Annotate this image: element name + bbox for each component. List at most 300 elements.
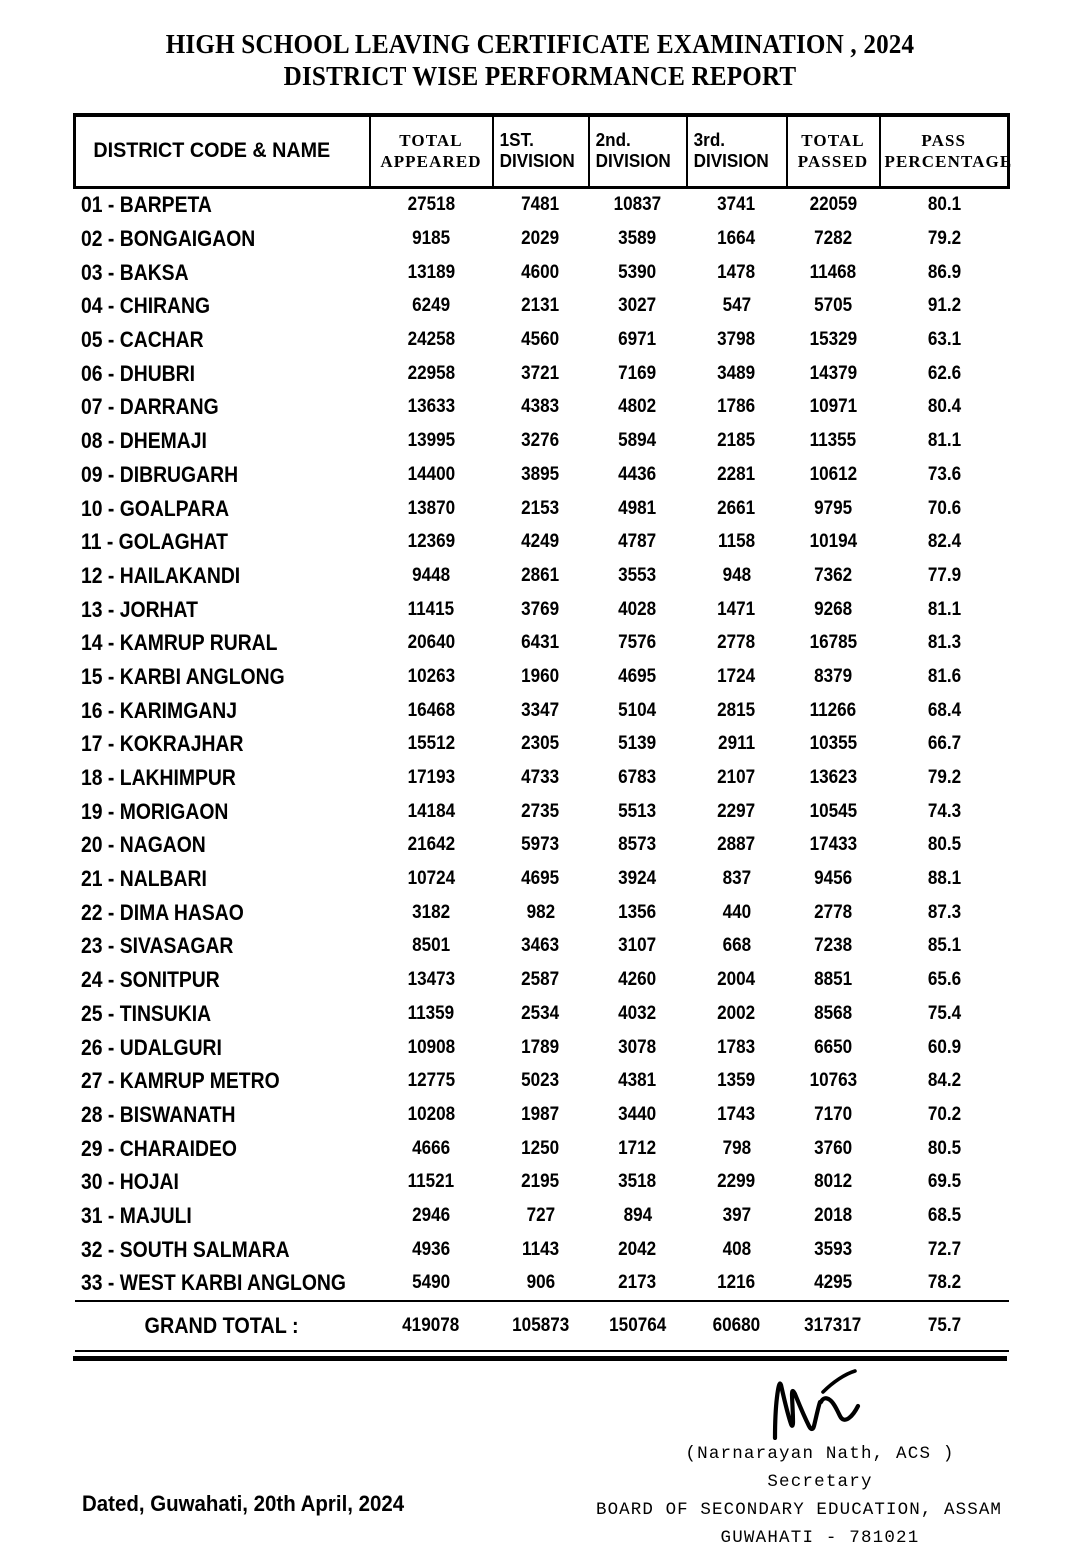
cell-second-division: 3440 — [618, 1103, 657, 1125]
cell-total-appeared: 11415 — [407, 598, 455, 620]
cell-second-division: 3589 — [618, 228, 657, 250]
column-header-district: DISTRICT CODE & NAME — [75, 115, 352, 187]
column-header-second-division-line2: DIVISION — [595, 151, 671, 172]
table-row — [75, 1233, 1009, 1267]
column-header-total-passed-line2: PASSED — [797, 152, 869, 172]
cell-pass-percentage: 80.5 — [927, 834, 961, 856]
cell-total-passed: 15329 — [809, 329, 857, 351]
cell-total-appeared: 13189 — [407, 261, 455, 283]
cell-total-passed: 10612 — [809, 463, 857, 485]
table-row — [75, 694, 1009, 728]
cell-third-division: 2297 — [717, 800, 756, 822]
cell-total-appeared: 3182 — [411, 901, 451, 923]
cell-third-division: 1478 — [717, 261, 756, 283]
cell-district-name: 09 - DIBRUGARH — [80, 461, 238, 487]
cell-first-division: 3347 — [521, 699, 560, 721]
cell-total-appeared: 12369 — [407, 531, 455, 553]
cell-district-name: 04 - CHIRANG — [80, 293, 210, 319]
signature-block — [595, 1368, 1040, 1552]
cell-third-division: 2887 — [717, 834, 756, 856]
cell-second-division: 7169 — [618, 362, 657, 384]
cell-district-name: 15 - KARBI ANGLONG — [80, 663, 285, 689]
cell-first-division: 3276 — [521, 430, 560, 452]
cell-district-name: 03 - BAKSA — [80, 259, 189, 285]
table-row — [75, 458, 1009, 492]
cell-pass-percentage: 81.6 — [927, 665, 961, 687]
cell-first-division: 5023 — [521, 1070, 560, 1092]
cell-pass-percentage: 78.2 — [927, 1272, 961, 1294]
cell-first-division: 2195 — [521, 1171, 560, 1193]
table-header — [75, 115, 1013, 187]
cell-second-division: 3518 — [618, 1171, 657, 1193]
cell-total-appeared: 10263 — [407, 665, 455, 687]
cell-total-appeared: 22958 — [407, 362, 455, 384]
cell-second-division: 7576 — [618, 632, 657, 654]
grand-total-passed: 317317 — [787, 1301, 880, 1351]
column-header-first-division — [493, 115, 584, 187]
table-row — [75, 290, 1009, 324]
cell-second-division: 2173 — [618, 1272, 657, 1294]
cell-third-division: 1471 — [717, 598, 756, 620]
cell-first-division: 4560 — [521, 329, 560, 351]
cell-first-division: 4249 — [521, 531, 560, 553]
cell-total-passed: 5705 — [813, 295, 853, 317]
cell-third-division: 837 — [722, 868, 751, 890]
cell-first-division: 906 — [526, 1272, 555, 1294]
cell-third-division: 440 — [722, 901, 751, 923]
cell-pass-percentage: 87.3 — [927, 901, 961, 923]
cell-total-appeared: 9185 — [411, 228, 451, 250]
grand-total-div1: 105873 — [493, 1301, 589, 1351]
column-header-total-appeared-line2: APPEARED — [380, 152, 482, 172]
cell-second-division: 4260 — [618, 969, 657, 991]
cell-total-appeared: 14184 — [407, 800, 455, 822]
cell-pass-percentage: 63.1 — [927, 329, 961, 351]
column-header-third-division-line2: DIVISION — [693, 151, 769, 172]
cell-third-division: 2185 — [717, 430, 756, 452]
signatory-name: (Narnarayan Nath, ACS ) — [685, 1444, 955, 1464]
cell-total-passed: 6650 — [813, 1036, 853, 1058]
cell-total-appeared: 14400 — [407, 463, 455, 485]
cell-third-division: 668 — [722, 935, 751, 957]
cell-second-division: 2042 — [618, 1238, 657, 1260]
grand-total-appeared: 419078 — [370, 1301, 493, 1351]
cell-district-name: 19 - MORIGAON — [80, 798, 228, 824]
column-header-third-division — [687, 115, 782, 187]
table-row — [75, 593, 1009, 627]
column-header-total-passed — [787, 115, 880, 187]
cell-total-passed: 7170 — [813, 1103, 853, 1125]
table-row — [75, 626, 1009, 660]
cell-second-division: 5139 — [618, 733, 657, 755]
cell-district-name: 28 - BISWANATH — [80, 1101, 236, 1127]
cell-second-division: 3107 — [618, 935, 657, 957]
table-row — [75, 256, 1009, 290]
cell-total-passed: 3593 — [813, 1238, 853, 1260]
cell-second-division: 4695 — [618, 665, 657, 687]
cell-second-division: 5513 — [618, 800, 657, 822]
cell-district-name: 12 - HAILAKANDI — [80, 562, 240, 588]
cell-first-division: 7481 — [521, 194, 560, 216]
column-header-pass-percentage-line2: PERCENTAGE — [884, 152, 1013, 172]
cell-district-name: 16 - KARIMGANJ — [80, 697, 237, 723]
cell-district-name: 02 - BONGAIGAON — [80, 226, 255, 252]
table-row — [75, 1064, 1009, 1098]
cell-first-division: 2534 — [521, 1002, 560, 1024]
page-title-line-2: DISTRICT WISE PERFORMANCE REPORT — [283, 61, 797, 91]
cell-total-passed: 10355 — [809, 733, 857, 755]
cell-second-division: 4981 — [618, 497, 657, 519]
cell-pass-percentage: 80.4 — [927, 396, 961, 418]
cell-first-division: 1250 — [521, 1137, 560, 1159]
cell-pass-percentage: 81.1 — [927, 598, 961, 620]
cell-second-division: 1712 — [618, 1137, 657, 1159]
cell-first-division: 4600 — [521, 261, 560, 283]
cell-third-division: 408 — [722, 1238, 751, 1260]
cell-total-passed: 10763 — [809, 1070, 857, 1092]
page-title — [0, 28, 1080, 92]
cell-total-appeared: 4936 — [411, 1238, 451, 1260]
cell-second-division: 4028 — [618, 598, 657, 620]
column-header-total-passed-line1: TOTAL — [801, 131, 865, 151]
grand-total-div2: 150764 — [589, 1301, 687, 1351]
cell-first-division: 4733 — [521, 767, 560, 789]
cell-third-division: 3798 — [717, 329, 756, 351]
cell-district-name: 13 - JORHAT — [80, 596, 198, 622]
cell-second-division: 6971 — [618, 329, 657, 351]
cell-total-appeared: 11359 — [407, 1002, 455, 1024]
table-row — [75, 492, 1009, 526]
board-name: BOARD OF SECONDARY EDUCATION, ASSAM — [595, 1500, 1003, 1520]
cell-first-division: 2029 — [521, 228, 560, 250]
cell-total-appeared: 13870 — [407, 497, 455, 519]
cell-third-division: 2004 — [717, 969, 756, 991]
cell-second-division: 5104 — [618, 699, 657, 721]
cell-first-division: 2131 — [521, 295, 560, 317]
cell-second-division: 3553 — [618, 564, 657, 586]
table-body — [75, 187, 1009, 1301]
cell-total-appeared: 27518 — [407, 194, 455, 216]
cell-first-division: 2153 — [521, 497, 560, 519]
cell-first-division: 1960 — [521, 665, 560, 687]
cell-second-division: 1356 — [618, 901, 657, 923]
cell-total-passed: 8568 — [813, 1002, 853, 1024]
cell-second-division: 5894 — [618, 430, 657, 452]
cell-district-name: 14 - KAMRUP RURAL — [80, 630, 277, 656]
cell-third-division: 1743 — [717, 1103, 756, 1125]
cell-total-passed: 16785 — [809, 632, 857, 654]
cell-pass-percentage: 65.6 — [927, 969, 961, 991]
cell-first-division: 4383 — [521, 396, 560, 418]
cell-total-passed: 3760 — [813, 1137, 853, 1159]
cell-total-passed: 10194 — [809, 531, 857, 553]
cell-second-division: 5390 — [618, 261, 657, 283]
cell-third-division: 2815 — [717, 699, 756, 721]
cell-first-division: 1143 — [521, 1238, 560, 1260]
cell-second-division: 8573 — [618, 834, 657, 856]
table-row — [75, 795, 1009, 829]
cell-total-passed: 10971 — [809, 396, 857, 418]
cell-total-passed: 11355 — [809, 430, 857, 452]
cell-pass-percentage: 79.2 — [927, 228, 961, 250]
cell-pass-percentage: 68.4 — [927, 699, 961, 721]
cell-third-division: 397 — [722, 1204, 751, 1226]
table-row — [75, 896, 1009, 930]
document-footer — [0, 1368, 1080, 1551]
table-row — [75, 424, 1009, 458]
cell-total-appeared: 8501 — [411, 935, 451, 957]
table-row — [75, 761, 1009, 795]
cell-third-division: 1158 — [717, 531, 756, 553]
cell-total-appeared: 6249 — [411, 295, 451, 317]
cell-total-appeared: 13995 — [407, 430, 455, 452]
cell-total-appeared: 13633 — [407, 396, 455, 418]
cell-first-division: 3721 — [521, 362, 560, 384]
cell-total-passed: 11468 — [809, 261, 857, 283]
table-row — [75, 997, 1009, 1031]
cell-third-division: 2778 — [717, 632, 756, 654]
cell-pass-percentage: 82.4 — [927, 531, 961, 553]
cell-total-appeared: 20640 — [407, 632, 455, 654]
cell-pass-percentage: 69.5 — [927, 1171, 961, 1193]
cell-first-division: 2735 — [521, 800, 560, 822]
cell-total-passed: 7282 — [813, 228, 853, 250]
signatory-role: Secretary — [767, 1472, 873, 1492]
table-bottom-rule — [73, 1356, 1007, 1361]
cell-total-passed: 22059 — [809, 194, 857, 216]
table-row — [75, 963, 1009, 997]
cell-pass-percentage: 60.9 — [927, 1036, 961, 1058]
cell-third-division: 2299 — [717, 1171, 756, 1193]
grand-total-label: GRAND TOTAL : — [75, 1301, 370, 1351]
cell-third-division: 1664 — [717, 228, 756, 250]
table-row — [75, 559, 1009, 593]
cell-pass-percentage: 86.9 — [927, 261, 961, 283]
table-row — [75, 323, 1009, 357]
table-row — [75, 222, 1009, 256]
cell-district-name: 30 - HOJAI — [80, 1169, 179, 1195]
cell-district-name: 31 - MAJULI — [80, 1202, 192, 1228]
cell-total-appeared: 2946 — [411, 1204, 451, 1226]
cell-district-name: 05 - CACHAR — [80, 327, 204, 353]
cell-total-appeared: 24258 — [407, 329, 455, 351]
cell-total-passed: 8851 — [813, 969, 853, 991]
cell-pass-percentage: 91.2 — [927, 295, 961, 317]
table-header-row — [75, 115, 1009, 187]
cell-pass-percentage: 66.7 — [927, 733, 961, 755]
table-row — [75, 829, 1009, 863]
table-row — [75, 660, 1009, 694]
cell-total-appeared: 16468 — [407, 699, 455, 721]
column-header-total-appeared — [370, 115, 493, 187]
table-row — [75, 1199, 1009, 1233]
cell-total-passed: 9268 — [813, 598, 853, 620]
cell-third-division: 798 — [722, 1137, 751, 1159]
cell-third-division: 1786 — [717, 396, 756, 418]
cell-first-division: 6431 — [521, 632, 560, 654]
table-row — [75, 728, 1009, 762]
column-header-pass-percentage — [880, 115, 1013, 187]
performance-report-table-container — [73, 113, 1013, 1352]
cell-total-passed: 13623 — [809, 767, 857, 789]
cell-total-passed: 8012 — [813, 1171, 853, 1193]
cell-third-division: 3741 — [717, 194, 756, 216]
column-header-total-appeared-line1: TOTAL — [399, 131, 463, 151]
cell-total-passed: 10545 — [809, 800, 857, 822]
cell-second-division: 4802 — [618, 396, 657, 418]
cell-second-division: 4787 — [618, 531, 657, 553]
cell-district-name: 23 - SIVASAGAR — [80, 933, 233, 959]
cell-total-passed: 8379 — [813, 665, 853, 687]
table-footer — [75, 1301, 1009, 1351]
column-header-pass-percentage-line1: PASS — [921, 131, 967, 151]
cell-third-division: 2002 — [717, 1002, 756, 1024]
cell-first-division: 3769 — [521, 598, 560, 620]
cell-second-division: 4436 — [618, 463, 657, 485]
cell-district-name: 01 - BARPETA — [80, 192, 212, 218]
cell-pass-percentage: 62.6 — [927, 362, 961, 384]
table-row — [75, 187, 1009, 222]
cell-district-name: 08 - DHEMAJI — [80, 428, 207, 454]
column-header-second-division — [589, 115, 682, 187]
page-title-line-1: HIGH SCHOOL LEAVING CERTIFICATE EXAMINATION , 2024 — [165, 29, 915, 59]
cell-district-name: 18 - LAKHIMPUR — [80, 765, 236, 791]
cell-second-division: 3924 — [618, 868, 657, 890]
cell-first-division: 2861 — [521, 564, 560, 586]
cell-pass-percentage: 81.1 — [927, 430, 961, 452]
cell-district-name: 06 - DHUBRI — [80, 360, 195, 386]
cell-pass-percentage: 74.3 — [927, 800, 961, 822]
grand-total-pct: 75.7 — [880, 1301, 1009, 1351]
cell-pass-percentage: 72.7 — [927, 1238, 961, 1260]
cell-first-division: 5973 — [521, 834, 560, 856]
cell-pass-percentage: 81.3 — [927, 632, 961, 654]
board-city: GUWAHATI - 781021 — [720, 1528, 920, 1548]
cell-pass-percentage: 70.6 — [927, 497, 961, 519]
cell-district-name: 21 - NALBARI — [80, 866, 207, 892]
cell-third-division: 1359 — [717, 1070, 756, 1092]
dated-line: Dated, Guwahati, 20th April, 2024 — [82, 1491, 405, 1516]
cell-total-appeared: 12775 — [407, 1070, 455, 1092]
cell-pass-percentage: 70.2 — [927, 1103, 961, 1125]
cell-district-name: 24 - SONITPUR — [80, 967, 220, 993]
cell-third-division: 948 — [722, 564, 751, 586]
cell-pass-percentage: 77.9 — [927, 564, 961, 586]
cell-third-division: 547 — [722, 295, 751, 317]
column-header-first-division-line2: DIVISION — [499, 151, 575, 172]
cell-total-appeared: 15512 — [407, 733, 455, 755]
column-header-second-division-line1: 2nd. — [595, 130, 631, 151]
cell-first-division: 2587 — [521, 969, 560, 991]
cell-third-division: 2911 — [717, 733, 756, 755]
cell-district-name: 27 - KAMRUP METRO — [80, 1068, 280, 1094]
district-performance-table — [73, 113, 1013, 1352]
cell-third-division: 1783 — [717, 1036, 756, 1058]
cell-first-division: 2305 — [521, 733, 560, 755]
cell-first-division: 727 — [526, 1204, 555, 1226]
table-row — [75, 1098, 1009, 1132]
cell-district-name: 10 - GOALPARA — [80, 495, 229, 521]
cell-total-appeared: 10208 — [407, 1103, 455, 1125]
cell-district-name: 25 - TINSUKIA — [80, 1000, 211, 1026]
table-row — [75, 1165, 1009, 1199]
cell-second-division: 3078 — [618, 1036, 657, 1058]
cell-total-passed: 17433 — [809, 834, 857, 856]
table-row — [75, 1132, 1009, 1166]
cell-total-passed: 7362 — [813, 564, 853, 586]
cell-pass-percentage: 80.1 — [927, 194, 961, 216]
cell-total-passed: 14379 — [809, 362, 857, 384]
table-row — [75, 930, 1009, 964]
cell-pass-percentage: 73.6 — [927, 463, 961, 485]
grand-total-row — [75, 1301, 1009, 1351]
grand-total-div3: 60680 — [687, 1301, 787, 1351]
cell-third-division: 1724 — [717, 665, 756, 687]
cell-pass-percentage: 79.2 — [927, 767, 961, 789]
cell-pass-percentage: 75.4 — [927, 1002, 961, 1024]
table-row — [75, 391, 1009, 425]
cell-total-passed: 7238 — [813, 935, 853, 957]
cell-total-passed: 9795 — [813, 497, 853, 519]
handwritten-signature-icon — [600, 1368, 1040, 1440]
cell-pass-percentage: 80.5 — [927, 1137, 961, 1159]
cell-total-appeared: 9448 — [411, 564, 451, 586]
cell-district-name: 29 - CHARAIDEO — [80, 1135, 237, 1161]
cell-second-division: 10837 — [613, 194, 662, 216]
cell-district-name: 26 - UDALGURI — [80, 1034, 222, 1060]
cell-first-division: 4695 — [521, 868, 560, 890]
cell-first-division: 1789 — [521, 1036, 560, 1058]
cell-third-division: 3489 — [717, 362, 756, 384]
cell-third-division: 2107 — [717, 767, 756, 789]
cell-total-passed: 2018 — [813, 1204, 853, 1226]
cell-second-division: 894 — [623, 1204, 652, 1226]
cell-second-division: 6783 — [618, 767, 657, 789]
table-row — [75, 862, 1009, 896]
cell-total-appeared: 5490 — [411, 1272, 451, 1294]
cell-pass-percentage: 85.1 — [927, 935, 961, 957]
cell-district-name: 32 - SOUTH SALMARA — [80, 1236, 290, 1262]
cell-pass-percentage: 84.2 — [927, 1070, 961, 1092]
cell-second-division: 4381 — [618, 1070, 657, 1092]
cell-total-passed: 4295 — [813, 1272, 853, 1294]
cell-total-appeared: 11521 — [407, 1171, 455, 1193]
cell-total-passed: 11266 — [809, 699, 857, 721]
table-row — [75, 357, 1009, 391]
cell-district-name: 07 - DARRANG — [80, 394, 219, 420]
cell-third-division: 2661 — [717, 497, 756, 519]
cell-second-division: 3027 — [618, 295, 657, 317]
cell-total-appeared: 21642 — [407, 834, 455, 856]
cell-district-name: 11 - GOLAGHAT — [80, 529, 228, 555]
table-row — [75, 1031, 1009, 1065]
cell-district-name: 22 - DIMA HASAO — [80, 899, 244, 925]
cell-first-division: 3463 — [521, 935, 560, 957]
column-header-first-division-line1: 1ST. — [499, 130, 534, 151]
cell-total-appeared: 13473 — [407, 969, 455, 991]
cell-total-appeared: 4666 — [411, 1137, 451, 1159]
cell-total-passed: 9456 — [813, 868, 853, 890]
cell-first-division: 1987 — [521, 1103, 560, 1125]
cell-total-passed: 2778 — [813, 901, 853, 923]
column-header-third-division-line1: 3rd. — [693, 130, 725, 151]
table-row — [75, 1267, 1009, 1302]
cell-district-name: 17 - KOKRAJHAR — [80, 731, 243, 757]
cell-second-division: 4032 — [618, 1002, 657, 1024]
cell-third-division: 2281 — [717, 463, 756, 485]
cell-pass-percentage: 68.5 — [927, 1204, 961, 1226]
cell-first-division: 3895 — [521, 463, 560, 485]
